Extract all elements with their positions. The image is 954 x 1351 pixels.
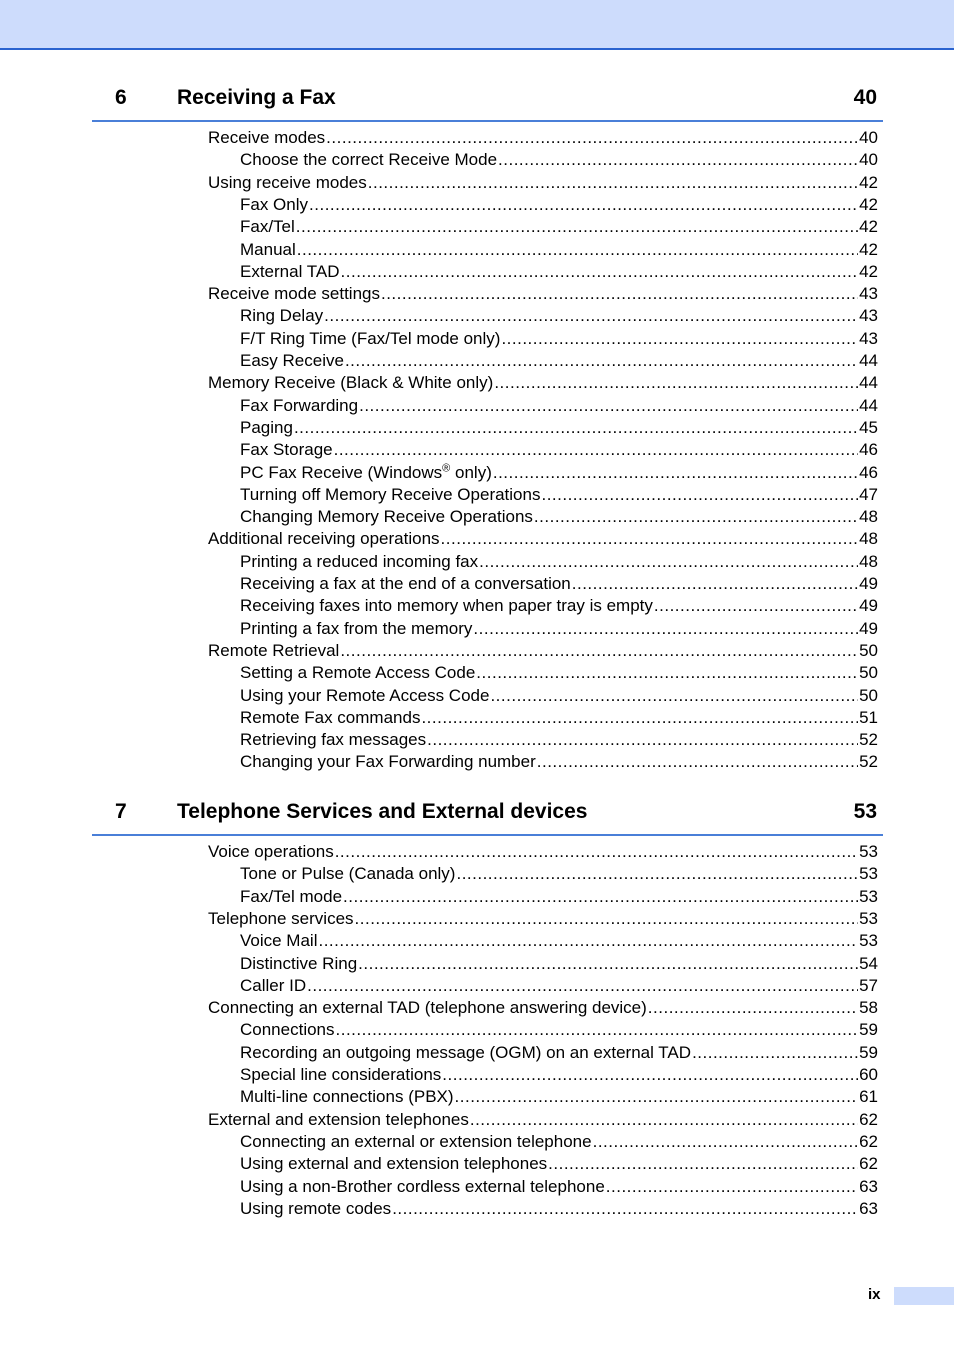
entry-title: Memory Receive (Black & White only) — [208, 373, 494, 393]
toc-section-entry[interactable] — [208, 283, 878, 305]
entry-title: Receive modes — [208, 128, 326, 147]
entry-page-number: 42 — [859, 172, 878, 192]
toc-section-entry[interactable] — [208, 172, 878, 194]
toc-subsection-entry[interactable] — [240, 395, 878, 417]
entry-page-number: 50 — [859, 640, 878, 660]
entry-title: Easy Receive — [240, 351, 344, 370]
entry-title: Fax/Tel — [240, 217, 295, 237]
dot-leader — [359, 395, 858, 417]
entry-title: Paging — [240, 417, 293, 437]
entry-title: Connecting an external TAD (telephone answering device) — [208, 998, 647, 1018]
dot-leader — [358, 953, 858, 975]
entry-page-number: 47 — [859, 484, 878, 504]
toc-subsection-entry[interactable] — [240, 194, 878, 216]
entry-page-number: 42 — [859, 217, 878, 237]
toc-subsection-entry[interactable] — [240, 551, 878, 573]
dot-leader — [427, 729, 858, 751]
entry-page-number: 40 — [859, 150, 878, 170]
toc-subsection-entry[interactable] — [240, 886, 878, 908]
toc-subsection-entry[interactable] — [240, 305, 878, 327]
entry-title: Tone or Pulse (Canada only) — [240, 864, 456, 884]
toc-subsection-entry[interactable] — [240, 953, 878, 975]
toc-subsection-entry[interactable] — [240, 573, 878, 595]
dot-leader — [296, 216, 858, 238]
entry-page-number: 57 — [859, 975, 878, 995]
entry-page-number: 62 — [859, 1154, 878, 1174]
entry-page-number: 43 — [859, 306, 878, 326]
entry-title: Fax Storage — [240, 440, 333, 460]
toc-section-entry[interactable] — [208, 372, 878, 394]
dot-leader — [307, 975, 858, 997]
toc-subsection-entry[interactable] — [240, 1019, 878, 1041]
entry-title: Additional receiving operations — [208, 529, 440, 549]
page-number: ix — [868, 1286, 881, 1303]
entry-title: Using receive modes — [208, 172, 367, 192]
entry-title: Changing your Fax Forwarding number — [240, 752, 536, 772]
dot-leader — [441, 528, 859, 550]
entry-page-number: 52 — [859, 752, 878, 772]
dot-leader — [456, 863, 858, 885]
entry-page-number: 42 — [859, 239, 878, 259]
dot-leader — [355, 908, 859, 930]
entry-page-number: 40 — [859, 128, 878, 147]
toc-subsection-entry[interactable] — [240, 685, 878, 707]
dot-leader — [470, 1109, 858, 1131]
dot-leader — [473, 618, 858, 640]
entry-page-number: 53 — [859, 931, 878, 951]
toc-subsection-entry[interactable] — [240, 484, 878, 506]
entry-page-number: 54 — [859, 953, 878, 973]
toc-subsection-entry[interactable] — [240, 1064, 878, 1086]
entry-title: External TAD — [240, 261, 340, 281]
entry-title: Voice operations — [208, 842, 334, 861]
dot-leader — [442, 1064, 858, 1086]
entry-title: Remote Retrieval — [208, 640, 340, 660]
entry-title: Recording an outgoing message (OGM) on an external TAD — [240, 1042, 692, 1062]
entry-title: Manual — [240, 239, 296, 259]
dot-leader — [654, 595, 858, 617]
toc-subsection-entry[interactable] — [240, 1131, 878, 1153]
dot-leader — [343, 886, 858, 908]
entry-page-number: 43 — [859, 328, 878, 348]
dot-leader — [340, 640, 858, 662]
dot-leader — [541, 484, 858, 506]
toc-section-entry[interactable] — [208, 640, 878, 662]
entry-title: Choose the correct Receive Mode — [240, 150, 498, 170]
entry-title: Fax Only — [240, 194, 309, 214]
toc-subsection-entry[interactable] — [240, 261, 878, 283]
chapter-title: Telephone Services and External devices — [177, 800, 588, 823]
header-band — [0, 0, 954, 50]
dot-leader — [548, 1153, 858, 1175]
entry-page-number: 49 — [859, 618, 878, 638]
dot-leader — [336, 1019, 859, 1041]
toc-subsection-entry[interactable] — [240, 1153, 878, 1175]
dot-leader — [593, 1131, 858, 1153]
entry-page-number: 45 — [859, 417, 878, 437]
chapter-heading — [92, 798, 883, 836]
dot-leader — [534, 506, 858, 528]
chapter-page: 53 — [853, 800, 877, 823]
dot-leader — [309, 194, 858, 216]
entry-page-number: 53 — [859, 908, 878, 928]
entry-page-number: 59 — [859, 1042, 878, 1062]
dot-leader — [537, 751, 858, 773]
dot-leader — [345, 350, 858, 372]
dot-leader — [572, 573, 858, 595]
toc-subsection-entry[interactable] — [240, 350, 878, 372]
dot-leader — [692, 1042, 858, 1064]
entry-title: Ring Delay — [240, 306, 324, 326]
dot-leader — [606, 1176, 858, 1198]
dot-leader — [341, 261, 859, 283]
toc-section-entry[interactable] — [208, 997, 878, 1019]
dot-leader — [334, 439, 858, 461]
toc-subsection-entry[interactable] — [240, 462, 878, 484]
entry-title: Multi-line connections (PBX) — [240, 1087, 454, 1107]
entry-title: Changing Memory Receive Operations — [240, 507, 533, 527]
dot-leader — [490, 685, 858, 707]
toc-subsection-entry[interactable] — [240, 239, 878, 261]
entry-title: Using remote codes — [240, 1198, 392, 1218]
entry-page-number: 48 — [859, 507, 878, 527]
dot-leader — [335, 841, 858, 863]
chapter-number: 6 — [115, 86, 127, 109]
entry-page-number: 44 — [859, 373, 878, 393]
chapter-title: Receiving a Fax — [177, 86, 336, 109]
toc-subsection-entry[interactable] — [240, 149, 878, 171]
entry-title: Retrieving fax messages — [240, 730, 427, 750]
entry-page-number: 63 — [859, 1198, 878, 1218]
dot-leader — [498, 149, 858, 171]
toc-subsection-entry[interactable] — [240, 751, 878, 773]
dot-leader — [493, 462, 858, 484]
entry-page-number: 43 — [859, 284, 878, 304]
chapter-page: 40 — [853, 86, 877, 109]
toc-subsection-entry[interactable] — [240, 618, 878, 640]
toc-subsection-entry[interactable] — [240, 975, 878, 997]
entry-page-number: 44 — [859, 395, 878, 415]
entry-title: PC Fax Receive (Windows® only) — [240, 461, 492, 482]
toc-subsection-entry[interactable] — [240, 1042, 878, 1064]
dot-leader — [381, 283, 858, 305]
entry-page-number: 48 — [859, 529, 878, 549]
entry-page-number: 49 — [859, 574, 878, 593]
dot-leader — [476, 662, 858, 684]
entry-title: Printing a reduced incoming fax — [240, 551, 479, 571]
dot-leader — [324, 305, 858, 327]
registered-mark: ® — [442, 461, 451, 474]
dot-leader — [326, 127, 858, 149]
entry-page-number: 62 — [859, 1109, 878, 1129]
toc-subsection-entry[interactable] — [240, 863, 878, 885]
entry-title: Connections — [240, 1020, 335, 1040]
chapter-heading — [92, 84, 883, 122]
entry-title: Receiving faxes into memory when paper tray is empty — [240, 596, 653, 616]
entry-title: Fax/Tel mode — [240, 886, 343, 906]
entry-page-number: 60 — [859, 1065, 878, 1084]
dot-leader — [392, 1198, 858, 1220]
entry-page-number: 59 — [859, 1020, 878, 1040]
toc-subsection-entry[interactable] — [240, 707, 878, 729]
toc-subsection-entry[interactable] — [240, 1198, 878, 1220]
page-tab-marker — [894, 1287, 954, 1305]
dot-leader — [421, 707, 858, 729]
toc-section-entry[interactable] — [208, 528, 878, 550]
entry-page-number: 62 — [859, 1131, 878, 1151]
dot-leader — [297, 239, 858, 261]
toc-subsection-entry[interactable] — [240, 216, 878, 238]
entry-title: Using external and extension telephones — [240, 1154, 548, 1174]
entry-page-number: 46 — [859, 440, 878, 460]
entry-title: Fax Forwarding — [240, 395, 359, 415]
entry-page-number: 63 — [859, 1176, 878, 1196]
entry-title: Remote Fax commands — [240, 707, 421, 727]
entry-title: Printing a fax from the memory — [240, 618, 473, 638]
toc-subsection-entry[interactable] — [240, 930, 878, 952]
toc-subsection-entry[interactable] — [240, 662, 878, 684]
entry-title: Connecting an external or extension telephone — [240, 1131, 592, 1151]
toc-subsection-entry[interactable] — [240, 439, 878, 461]
entry-title: Using your Remote Access Code — [240, 685, 490, 705]
entry-page-number: 50 — [859, 685, 878, 705]
toc-section-entry[interactable] — [208, 908, 878, 930]
entry-title: Receiving a fax at the end of a conversation — [240, 574, 571, 593]
entry-title: Receive mode settings — [208, 284, 380, 304]
dot-leader — [479, 551, 858, 573]
dot-leader — [318, 930, 858, 952]
entry-page-number: 53 — [859, 842, 878, 861]
dot-leader — [501, 328, 858, 350]
entry-title: Setting a Remote Access Code — [240, 663, 476, 683]
dot-leader — [368, 172, 858, 194]
entry-page-number: 42 — [859, 261, 878, 281]
entry-page-number: 50 — [859, 663, 878, 683]
entry-title: Using a non-Brother cordless external telephone — [240, 1176, 605, 1196]
entry-title: Turning off Memory Receive Operations — [240, 484, 541, 504]
toc-subsection-entry[interactable] — [240, 1176, 878, 1198]
entry-page-number: 52 — [859, 730, 878, 750]
dot-leader — [494, 372, 858, 394]
entry-title: F/T Ring Time (Fax/Tel mode only) — [240, 328, 501, 348]
dot-leader — [294, 417, 858, 439]
toc-section-entry[interactable] — [208, 127, 878, 149]
entry-page-number: 61 — [859, 1087, 878, 1107]
entry-title: Telephone services — [208, 908, 354, 928]
toc-subsection-entry[interactable] — [240, 1086, 878, 1108]
dot-leader — [455, 1086, 859, 1108]
chapter-number: 7 — [115, 800, 127, 823]
entry-page-number: 53 — [859, 864, 878, 884]
toc-subsection-entry[interactable] — [240, 729, 878, 751]
entry-page-number: 44 — [859, 351, 878, 370]
toc-subsection-entry[interactable] — [240, 506, 878, 528]
entry-page-number: 42 — [859, 194, 878, 214]
toc-section-entry[interactable] — [208, 1109, 878, 1131]
entry-title: Voice Mail — [240, 931, 318, 951]
entry-page-number: 46 — [859, 462, 878, 482]
entry-page-number: 58 — [859, 998, 878, 1018]
entry-title: External and extension telephones — [208, 1109, 469, 1129]
toc-section-entry[interactable] — [208, 841, 878, 863]
toc-subsection-entry[interactable] — [240, 417, 878, 439]
toc-subsection-entry[interactable] — [240, 328, 878, 350]
dot-leader — [648, 997, 858, 1019]
toc-subsection-entry[interactable] — [240, 595, 878, 617]
entry-page-number: 53 — [859, 886, 878, 906]
entry-title: Caller ID — [240, 975, 307, 995]
entry-page-number: 49 — [859, 596, 878, 616]
entry-page-number: 48 — [859, 551, 878, 571]
entry-title: Special line considerations — [240, 1065, 442, 1084]
entry-title: Distinctive Ring — [240, 953, 358, 973]
entry-page-number: 51 — [859, 707, 878, 727]
